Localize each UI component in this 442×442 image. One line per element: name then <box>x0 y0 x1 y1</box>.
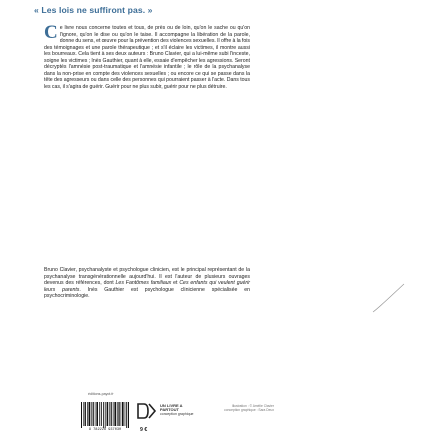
logo-line-3: conception graphique <box>160 412 194 417</box>
blurb-text: e livre nous concerne toutes et tous, de près ou de loin, qu'on le sache ou qu'on l'ignore, qu'on le dise ou qu'on le taise. Il accompagne la libération de la parole, donne du sens, et œuvre pour la prévention des violences sexuelles. Il offre à la fois des témoignages et une parole thérapeutique ; et s'il éclaire les victimes, il montre aussi les bourreaux. Cela tient à ses deux auteurs : Bruno Clavier, qui a lui-même subi l'inceste, soigne les victimes ; Inès Gauthier, quant à elle, essaie d'empêcher les agressions. Seront décryptés l'amnésie post-traumatique et l'amnésie infantile ; le rôle de la psychanalyse dans la non-prise en compte des violences sexuelles ; ou encore ce qui se passe dans la tête des agresseurs ou dans celle des personnes qui pourraient passer à l'acte. Dans tous les cas, il s'agira de guérir. Guérir pour ne plus subir, guérir pour ne plus détruire. <box>44 25 250 90</box>
bio-title-1: Les Fantômes familiaux <box>115 280 172 287</box>
blurb-paragraph <box>44 22 250 90</box>
publisher-url: éditions-payot.fr <box>88 392 114 396</box>
cover-credits <box>218 404 274 412</box>
bio-text-1: Bruno Clavier, psychanalyste et psychologue clinicien, est le principal représentant de la psychanalyse transgénérationnelle aujourd'hui. Il est l'auteur de plusieurs ouvrages devenus des références, dont <box>44 267 250 287</box>
author-bio <box>44 267 250 300</box>
publisher-logo-icon <box>136 402 158 420</box>
decorative-line <box>372 283 406 313</box>
barcode-icon <box>79 400 131 428</box>
price-label: 9 € <box>140 427 148 433</box>
logo-line-2: PARTOUT <box>160 407 179 413</box>
credit-design: conception graphique : Sara Deux <box>224 408 274 413</box>
logo-line-1: UN LIVRE A <box>160 403 183 408</box>
drop-cap: C <box>44 22 58 43</box>
publisher-logo-text <box>160 404 194 417</box>
headline-quote: « Les lois ne suffiront pas. » <box>34 5 153 15</box>
bio-title-2: Ces enfants qui veulent guérir leurs parents <box>44 280 250 293</box>
isbn-number: 9 782228 937030 <box>88 428 122 432</box>
bio-and: et <box>171 280 180 287</box>
bio-text-2: . Inès Gauthier est psychologue clinicienne spécialisée en psychocriminologie. <box>44 286 250 300</box>
credit-illustration: Illustration : © Amélie Clavier <box>231 404 274 408</box>
